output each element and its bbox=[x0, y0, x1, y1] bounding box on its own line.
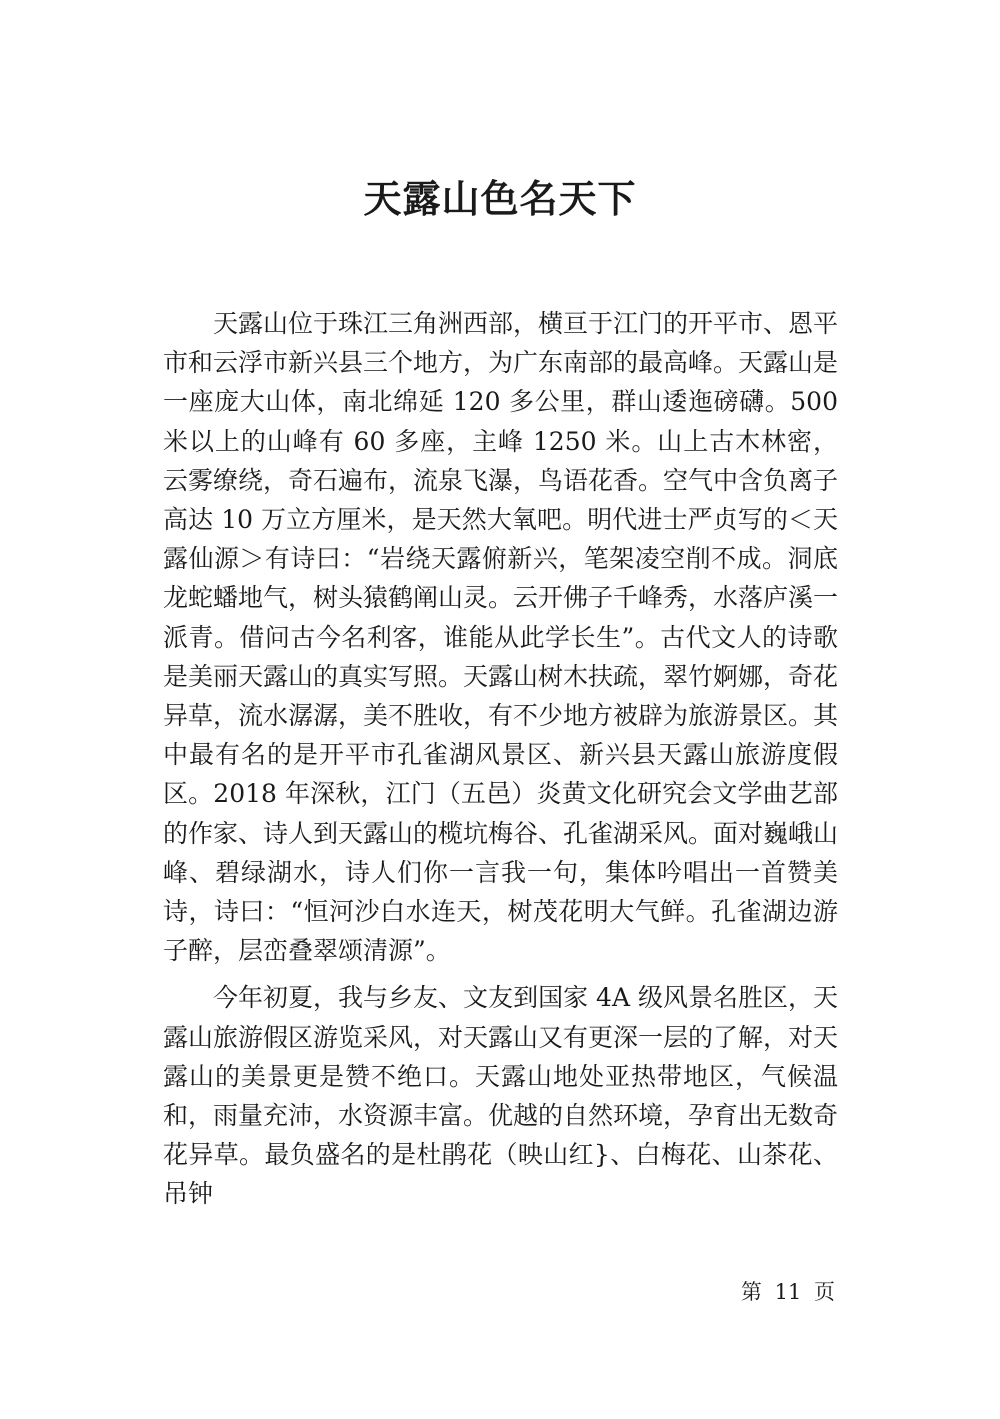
paragraph-2: 今年初夏，我与乡友、文友到国家 4A 级风景名胜区，天露山旅游假区游览采风，对天露山又有更深一层的了解，对天露山的美景更是赞不绝口。天露山地处亚热带地区，气候温和，雨量充沛，水资源丰富。优越的自然环境，孕育出无数奇花异草。最负盛名的是杜鹃花（映山红}、白梅花、山茶花、吊钟 bbox=[163, 983, 839, 1209]
page-number: 第 11 页 bbox=[740, 1280, 835, 1304]
article-body bbox=[163, 304, 838, 1222]
page-title: 天露山色名天下 bbox=[363, 177, 637, 221]
paragraph-1: 天露山位于珠江三角洲西部，横亘于江门的开平市、恩平市和云浮市新兴县三个地方，为广东南部的最高峰。天露山是一座庞大山体，南北绵延 120 多公里，群山逶迤磅礴。500 米以上的山峰有 60 多座，主峰 1250 米。山上古木林密，云雾缭绕，奇石遍布，流泉飞瀑，鸟语花香。空气中含负离子高达 10 万立方厘米，是天然大氧吧。明代进士严贞写的＜天露仙源＞有诗曰：“岩绕天露俯新兴，笔架凌空削不成。洞底龙蛇蟠地气，树头猿鹤阐山灵。云开佛子千峰秀，水落庐溪一派青。借问古今名利客，谁能从此学长生”。古代文人的诗歌是美丽天露山的真实写照。天露山树木扶疏，翠竹婀娜，奇花异草，流水潺潺，美不胜收，有不少地方被辟为旅游景区。其中最有名的是开平市孔雀湖风景区、新兴县天露山旅游度假区。2018 年深秋，江门（五邑）炎黄文化研究会文学曲艺部的作家、诗人到天露山的榄坑梅谷、孔雀湖采风。面对巍峨山峰、碧绿湖水，诗人们你一言我一句，集体吟唱出一首赞美诗，诗曰：“恒河沙白水连天，树茂花明大气鲜。孔雀湖边游子醉，层峦叠翠颂清源”。 bbox=[163, 309, 839, 966]
